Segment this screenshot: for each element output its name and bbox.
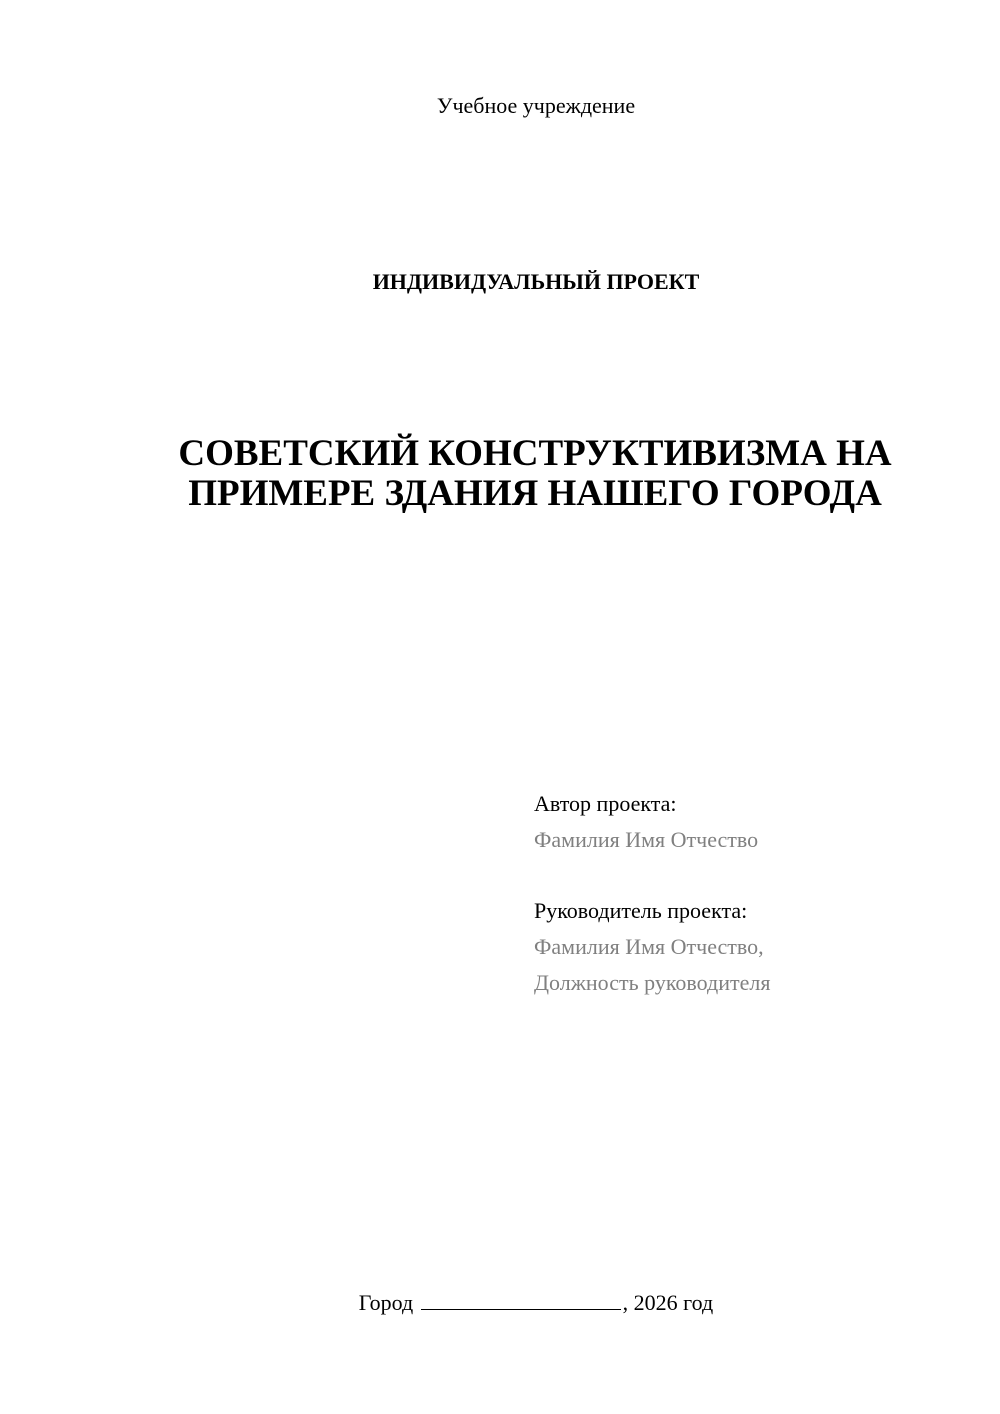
author-block: [534, 786, 974, 858]
supervisor-label: Руководитель проекта:: [534, 898, 748, 923]
supervisor-position: Должность руководителя: [534, 970, 771, 995]
supervisor-name: Фамилия Имя Отчество,: [534, 934, 764, 959]
footer-year: , 2026 год: [622, 1290, 714, 1315]
document-type: ИНДИВИДУАЛЬНЫЙ ПРОЕКТ: [372, 269, 700, 294]
author-name: Фамилия Имя Отчество: [534, 827, 759, 852]
supervisor-block: [534, 893, 974, 1001]
city-blank-line: [421, 1295, 621, 1310]
author-label: Автор проекта:: [534, 791, 677, 816]
project-title: [120, 434, 950, 514]
footer-city: Город: [358, 1290, 414, 1315]
footer-city-year: [0, 1288, 1000, 1318]
institution-name: Учебное учреждение: [436, 93, 636, 118]
project-title-line-1: СОВЕТСКИЙ КОНСТРУКТИВИЗМА НА: [178, 433, 892, 474]
project-title-line-2: ПРИМЕРЕ ЗДАНИЯ НАШЕГО ГОРОДА: [188, 473, 882, 514]
